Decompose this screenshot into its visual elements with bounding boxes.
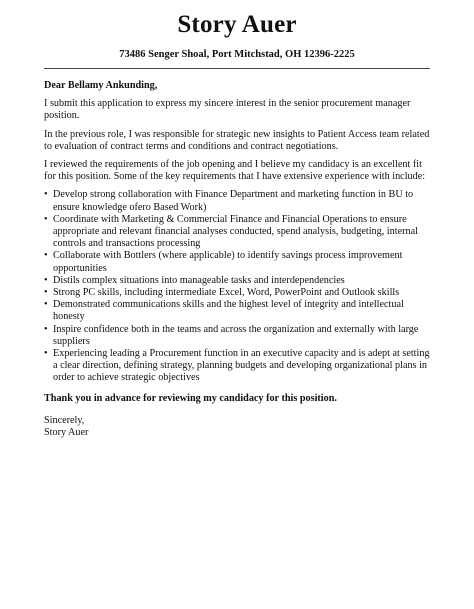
- list-item: [44, 324, 434, 348]
- bullet-icon: •: [44, 348, 48, 360]
- bullet-icon: •: [44, 274, 48, 286]
- list-item-text: Collaborate with Bottlers (where applicable) to identify savings process improvement opportunities: [53, 250, 403, 274]
- applicant-name: Story Auer: [177, 11, 297, 38]
- bullet-icon: •: [44, 323, 48, 335]
- list-item: [44, 214, 434, 251]
- list-item-text: Demonstrated communications skills and the highest level of integrity and intellectual honesty: [53, 299, 404, 323]
- bullet-icon: •: [44, 299, 48, 311]
- thanks-line: Thank you in advance for reviewing my candidacy for this position.: [44, 392, 337, 404]
- letter-body: [44, 80, 434, 439]
- applicant-address: 73486 Senger Shoal, Port Mitchstad, OH 12396-2225: [119, 49, 355, 60]
- paragraph-previous-role: In the previous role, I was responsible for strategic new insights to Patient Access team related to evaluation of contract terms and conditions and contract negotiations.: [44, 128, 430, 152]
- list-item-text: Experiencing leading a Procurement function in an executive capacity and is adept at setting a clear direction, defining strategy, planning budgets and developing organizational plans in order to achieve strategic objectives: [53, 348, 430, 384]
- experience-list: [44, 189, 434, 384]
- header-divider: [44, 68, 430, 69]
- list-item-text: Distils complex situations into manageable tasks and interdependencies: [53, 274, 345, 286]
- paragraph-intro: I submit this application to express my sincere interest in the senior procurement manager position.: [44, 98, 411, 122]
- list-item-text: Coordinate with Marketing & Commercial Finance and Financial Operations to ensure appropriate and relevant financial analyses conducted, spend analysis, budgeting, internal controls and transactions processing: [53, 213, 418, 250]
- list-item: [44, 275, 434, 287]
- list-item: [44, 250, 434, 274]
- salutation: Dear Bellamy Ankunding,: [44, 80, 158, 91]
- bullet-icon: •: [44, 213, 48, 225]
- list-item: [44, 348, 434, 385]
- paragraph-requirements: I reviewed the requirements of the job opening and I believe my candidacy is an excellent fit for this position. Some of the key requirements that I have extensive experience with include:: [44, 159, 426, 183]
- list-item-text: Develop strong collaboration with Finance Department and marketing function in BU to ensure knowledge ofero Based Work): [53, 189, 414, 213]
- list-item: [44, 299, 434, 323]
- closing: Sincerely,: [44, 414, 85, 426]
- signature: Story Auer: [44, 427, 89, 439]
- bullet-icon: •: [44, 189, 48, 201]
- list-item-text: Inspire confidence both in the teams and across the organization and externally with large suppliers: [53, 323, 419, 347]
- list-item: [44, 189, 434, 213]
- list-item-text: Strong PC skills, including intermediate Excel, Word, PowerPoint and Outlook skills: [53, 287, 400, 299]
- bullet-icon: •: [44, 287, 48, 299]
- bullet-icon: •: [44, 250, 48, 262]
- list-item: [44, 287, 434, 299]
